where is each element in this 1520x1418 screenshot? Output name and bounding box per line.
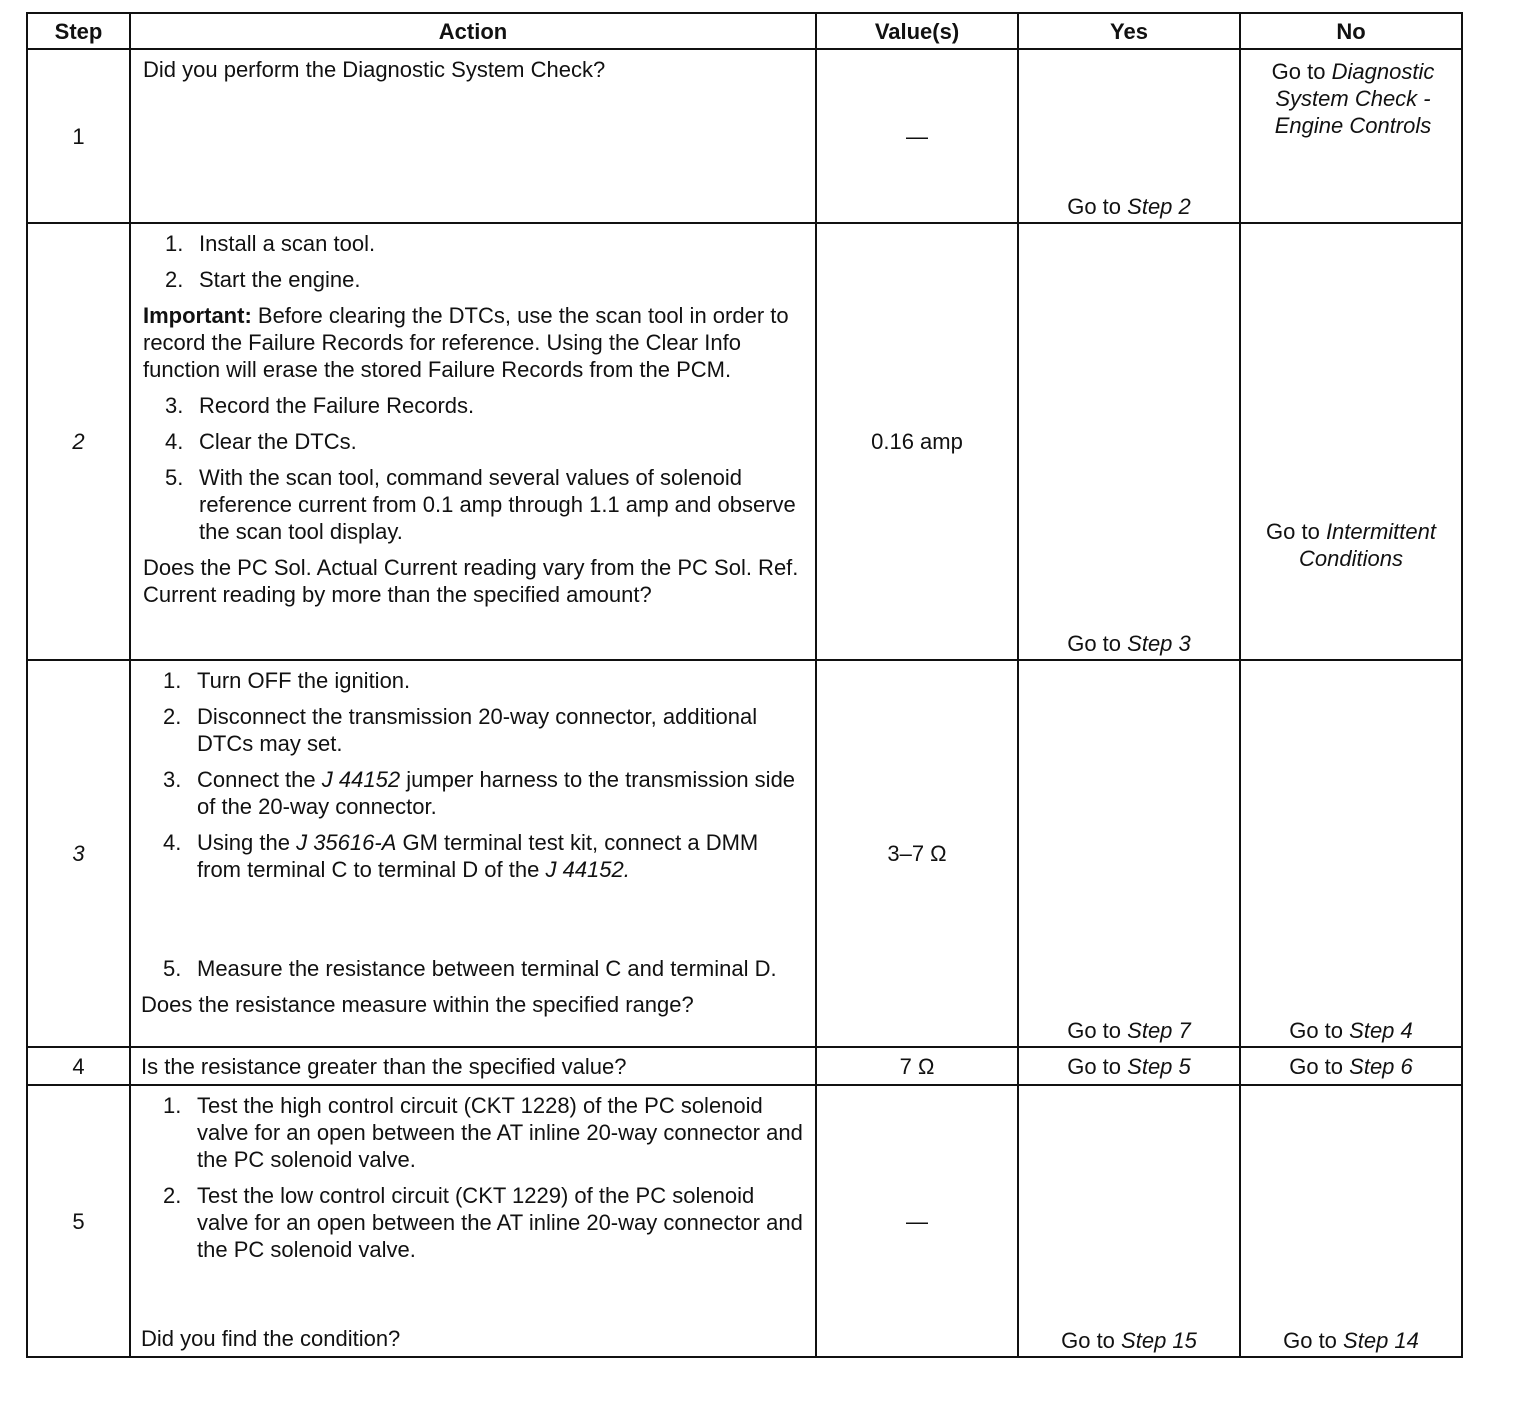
yes-link: Go to Step 7	[1067, 1018, 1191, 1043]
no-link: Go to Diagnostic System Check - Engine Controls	[1271, 59, 1435, 138]
yes-cell	[1018, 223, 1240, 660]
value-cell: 0.16 amp	[816, 223, 1018, 660]
action-question: Does the PC Sol. Actual Current reading vary from the PC Sol. Ref. Current reading by more than the specified amount?	[143, 555, 799, 607]
action-steps	[143, 392, 805, 545]
table-row-step-1	[27, 49, 1462, 223]
header-yes: Yes	[1018, 13, 1240, 49]
yes-link: Go to Step 3	[1067, 631, 1191, 656]
action-steps	[141, 1092, 805, 1263]
value-cell: 7 Ω	[816, 1047, 1018, 1085]
no-cell	[1240, 49, 1462, 223]
table-row-step-4	[27, 1047, 1462, 1085]
list-item: 1. Install a scan tool.	[165, 231, 376, 256]
list-item: 4. Using the J 35616-A GM terminal test kit, connect a DMM from terminal C to terminal D of the J 44152.	[163, 830, 759, 882]
no-link: Go to Step 4	[1289, 1018, 1413, 1043]
action-question: Is the resistance greater than the specified value?	[141, 1054, 627, 1079]
step-number: 5	[27, 1085, 130, 1357]
table-row-step-5	[27, 1085, 1462, 1357]
action-cell	[130, 660, 816, 1047]
important-note: Important: Before clearing the DTCs, use the scan tool in order to record the Failure Records for reference. Using the Clear Info function will erase the stored Failure Records from the PCM.	[143, 303, 789, 382]
step-number: 1	[27, 49, 130, 223]
action-question: Does the resistance measure within the specified range?	[141, 992, 694, 1017]
list-item: 1. Test the high control circuit (CKT 1228) of the PC solenoid valve for an open between the AT inline 20-way connector and the PC solenoid valve.	[163, 1093, 803, 1172]
action-steps	[143, 230, 805, 293]
action-question: Did you find the condition?	[141, 1326, 401, 1351]
no-cell	[1240, 1085, 1462, 1357]
value-cell: —	[816, 49, 1018, 223]
yes-link: Go to Step 15	[1061, 1328, 1197, 1353]
header-step: Step	[27, 13, 130, 49]
header-values: Value(s)	[816, 13, 1018, 49]
action-question: Did you perform the Diagnostic System Check?	[143, 57, 606, 82]
list-item: 3. Record the Failure Records.	[165, 393, 475, 418]
step-number: 4	[27, 1047, 130, 1085]
step-number: 3	[27, 660, 130, 1047]
yes-link: Go to Step 5	[1067, 1053, 1191, 1079]
no-cell	[1240, 660, 1462, 1047]
action-cell	[130, 223, 816, 660]
action-cell	[130, 1085, 816, 1357]
no-link: Go to Intermittent Conditions	[1266, 519, 1436, 571]
diagnostic-table	[26, 12, 1463, 1358]
list-item: 5. Measure the resistance between terminal C and terminal D.	[163, 956, 777, 981]
yes-cell	[1018, 49, 1240, 223]
yes-cell	[1018, 1047, 1240, 1085]
header-no: No	[1240, 13, 1462, 49]
yes-link: Go to Step 2	[1067, 194, 1191, 219]
header-action: Action	[130, 13, 816, 49]
no-link: Go to Step 14	[1283, 1328, 1419, 1353]
list-item: 4. Clear the DTCs.	[165, 429, 357, 454]
list-item: 2. Start the engine.	[165, 267, 361, 292]
no-link: Go to Step 6	[1289, 1053, 1413, 1079]
yes-cell	[1018, 660, 1240, 1047]
table-row-step-2	[27, 223, 1462, 660]
list-item: 3. Connect the J 44152 jumper harness to the transmission side of the 20-way connector.	[163, 767, 796, 819]
no-cell	[1240, 223, 1462, 660]
value-cell: 3–7 Ω	[816, 660, 1018, 1047]
value-cell: —	[816, 1085, 1018, 1357]
no-cell	[1240, 1047, 1462, 1085]
action-steps	[141, 667, 805, 982]
list-item: 1. Turn OFF the ignition.	[163, 668, 411, 693]
step-number: 2	[27, 223, 130, 660]
yes-cell	[1018, 1085, 1240, 1357]
header-row	[27, 13, 1462, 49]
action-cell	[130, 49, 816, 223]
list-item: 5. With the scan tool, command several values of solenoid reference current from 0.1 amp through 1.1 amp and observe the scan tool display.	[165, 465, 796, 544]
list-item: 2. Disconnect the transmission 20-way connector, additional DTCs may set.	[163, 704, 758, 756]
action-cell	[130, 1047, 816, 1085]
table-row-step-3	[27, 660, 1462, 1047]
list-item: 2. Test the low control circuit (CKT 1229) of the PC solenoid valve for an open between the AT inline 20-way connector and the PC solenoid valve.	[163, 1183, 803, 1262]
